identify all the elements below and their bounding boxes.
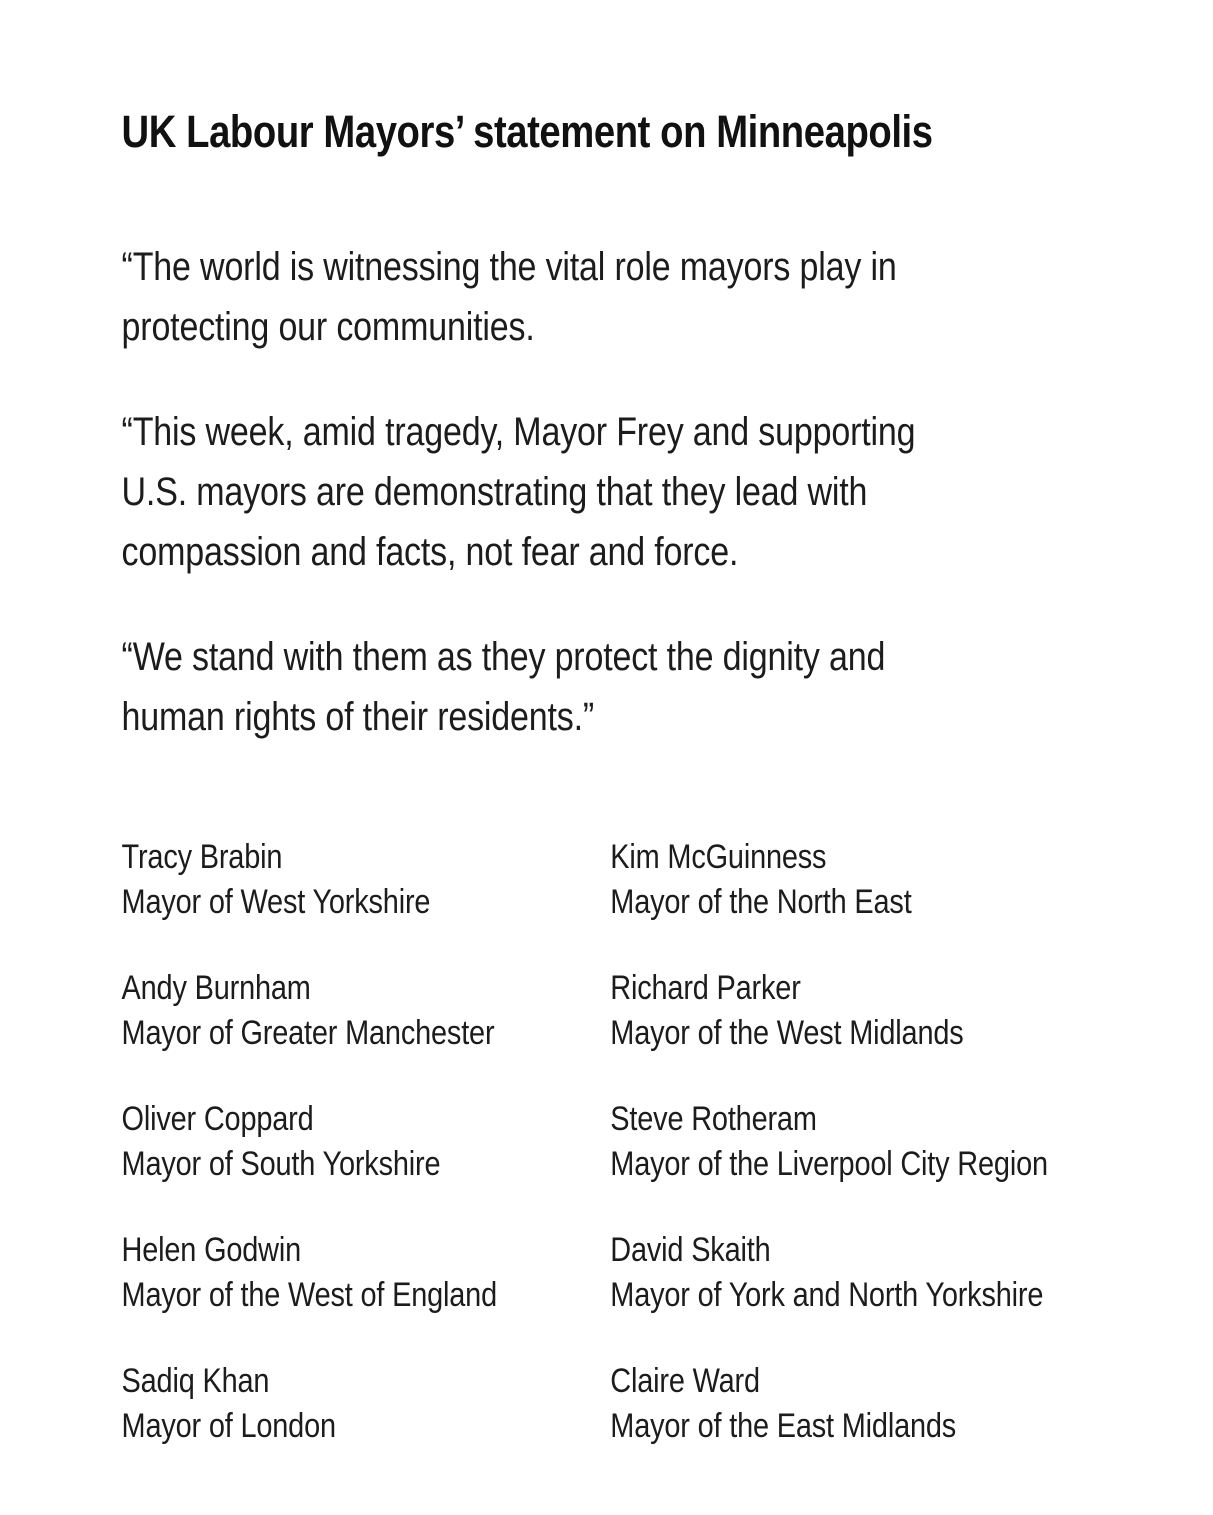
signatory-entry <box>122 966 611 1056</box>
paragraph-line: U.S. mayors are demonstrating that they lead with <box>121 470 868 514</box>
signatory-entry <box>122 1097 611 1187</box>
signatory-title: Mayor of the West of England <box>121 1276 497 1314</box>
signatory-entry <box>122 835 611 925</box>
signatory-name: Steve Rotheram <box>610 1100 817 1138</box>
signatory-name: Helen Godwin <box>121 1231 302 1269</box>
paragraph-line: “We stand with them as they protect the dignity and <box>121 635 886 679</box>
signatory-entry <box>610 1359 1179 1449</box>
signatory-name: David Skaith <box>610 1231 771 1269</box>
signatory-name: Kim McGuinness <box>610 838 827 876</box>
document-page <box>0 104 1213 1449</box>
signatory-title: Mayor of West Yorkshire <box>121 883 431 921</box>
paragraph-line: “This week, amid tragedy, Mayor Frey and supporting <box>121 410 916 454</box>
signatory-entry <box>122 1228 611 1318</box>
signatory-title: Mayor of the West Midlands <box>610 1014 964 1052</box>
signatory-name: Oliver Coppard <box>121 1100 314 1138</box>
signatory-name: Richard Parker <box>610 969 801 1007</box>
signatory-entry <box>610 966 1179 1056</box>
signatory-entry <box>610 835 1179 925</box>
signatory-title: Mayor of Greater Manchester <box>121 1014 495 1052</box>
statement-paragraph <box>122 237 1179 357</box>
signatory-entry <box>610 1228 1179 1318</box>
paragraph-line: compassion and facts, not fear and force. <box>121 530 739 574</box>
page-title: UK Labour Mayors’ statement on Minneapolis <box>121 106 933 157</box>
paragraph-line: human rights of their residents.” <box>121 695 595 739</box>
signatory-name: Andy Burnham <box>121 969 311 1007</box>
signatory-title: Mayor of the Liverpool City Region <box>610 1145 1048 1183</box>
signatory-entry <box>610 1097 1179 1187</box>
signatory-name: Tracy Brabin <box>121 838 283 876</box>
signatory-title: Mayor of South Yorkshire <box>121 1145 441 1183</box>
statement-paragraph <box>122 402 1179 582</box>
paragraph-line: “The world is witnessing the vital role mayors play in <box>121 245 897 289</box>
signatory-name: Sadiq Khan <box>121 1362 270 1400</box>
signatory-title: Mayor of York and North Yorkshire <box>610 1276 1044 1314</box>
signatory-title: Mayor of London <box>121 1407 336 1445</box>
statement-paragraph <box>122 627 1179 747</box>
signatory-title: Mayor of the North East <box>610 883 912 921</box>
paragraph-line: protecting our communities. <box>121 305 535 349</box>
signatory-name: Claire Ward <box>610 1362 760 1400</box>
signatory-entry <box>122 1359 611 1449</box>
signatory-title: Mayor of the East Midlands <box>610 1407 957 1445</box>
signatories-grid <box>122 835 1179 1449</box>
statement-paragraphs <box>122 237 1179 747</box>
